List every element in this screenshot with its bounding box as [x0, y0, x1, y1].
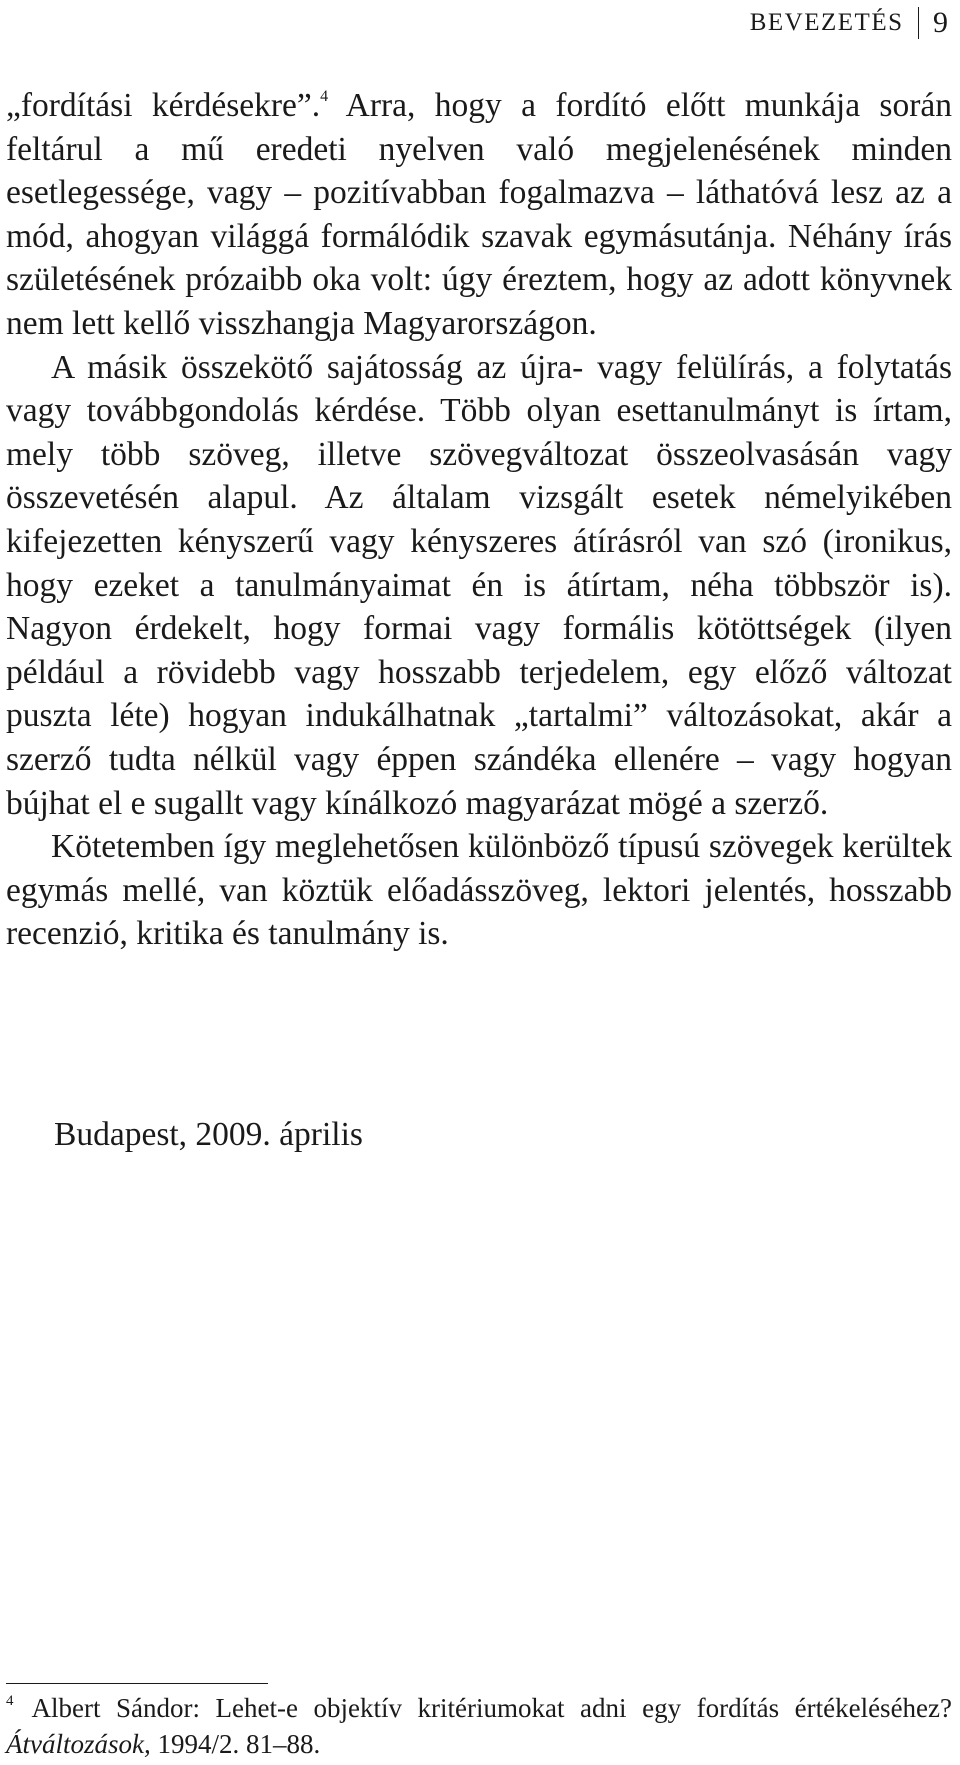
- body-text: [6, 84, 952, 956]
- paragraph-continued: [6, 84, 952, 346]
- footnote-reference: 4: [320, 88, 329, 105]
- footnote-separator: [6, 1683, 268, 1684]
- running-head-title: BEVEZETÉS: [749, 9, 904, 36]
- footnote-text: Albert Sándor: Lehet-e objektív kritériumokat adni egy fordítás értékeléséhez?: [31, 1693, 952, 1723]
- paragraph-volume-contents: Kötetemben így meglehetősen különböző típusú szövegek kerültek egymás mellé, van köztük előadásszöveg, lektori jelentés, hosszabb recenzió, kritika és tanulmány is.: [6, 828, 952, 953]
- footnote-citation: 1994/2. 81–88.: [150, 1729, 321, 1759]
- paragraph-text: Arra, hogy a fordító előtt munkája során feltárul a mű eredeti nyelven való megjelenésének minden esetlegessége, vagy – pozitívabban fogalmazva – láthatóvá lesz az a mód, ahogyan világgá formálódik szavak egymásutánja. Néhány írás születésének prózaibb oka volt: úgy éreztem, hogy az adott könyvnek nem lett kellő visszhangja Magyarországon.: [6, 87, 952, 342]
- footnote: [6, 1690, 952, 1762]
- footnote-number: 4: [6, 1693, 14, 1709]
- running-head: [750, 6, 948, 40]
- footnote-journal-title: Átváltozások,: [6, 1729, 151, 1759]
- place-and-date: Budapest, 2009. április: [54, 1116, 363, 1153]
- paragraph-rewriting: A másik összekötő sajátosság az újra- vagy felülírás, a folytatás vagy továbbgondolás kérdése. Több olyan esettanulmányt is írtam, mely több szöveg, illetve szövegváltozat összeolvasásán vagy összevetésén alapul. Az általam vizsgált esetek némelyikében kifejezetten kényszerű vagy kényszeres átírásról van szó (ironikus, hogy ezeket a tanulmányaimat én is átírtam, néha többször is). Nagyon érdekelt, hogy formai vagy formális kötöttségek (ilyen például a rövidebb vagy hosszabb terjedelem, egy előző változat puszta léte) hogyan indukálhatnak „tartalmi” változásokat, akár a szerző tudta nélkül vagy éppen szándéka ellenére – vagy hogyan bújhat el e sugallt vagy kínálkozó magyarázat mögé a szerző.: [6, 348, 952, 822]
- page-number: 9: [933, 6, 948, 39]
- quoted-phrase: „fordítási kérdésekre”.: [6, 87, 321, 124]
